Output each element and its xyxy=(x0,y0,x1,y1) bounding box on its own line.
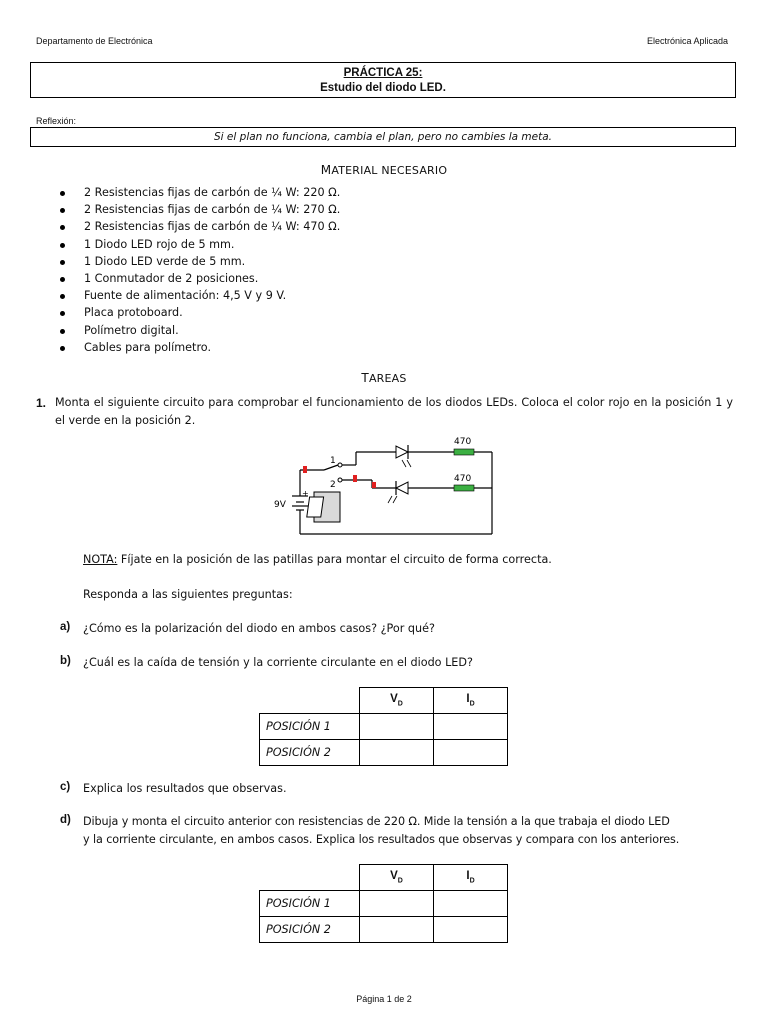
table-row xyxy=(260,740,508,766)
responda-text: Responda a las siguientes preguntas: xyxy=(83,588,293,601)
table-row xyxy=(260,917,508,943)
practice-number: PRÁCTICA 25: xyxy=(343,67,423,79)
tareas-heading-rest: AREAS xyxy=(368,372,407,385)
table-cell xyxy=(434,740,508,766)
nota-label: NOTA: xyxy=(83,553,118,566)
header-department: Departamento de Electrónica xyxy=(36,36,153,46)
switch-label-1: 1 xyxy=(330,456,336,466)
battery-plus: + xyxy=(302,489,309,498)
bullet-icon xyxy=(60,311,65,316)
list-item: 1 Diodo LED rojo de 5 mm. xyxy=(60,236,340,253)
practice-title: Estudio del diodo LED. xyxy=(320,82,446,94)
list-item: 1 Diodo LED verde de 5 mm. xyxy=(60,253,340,270)
question-b-text: ¿Cuál es la caída de tensión y la corriente circulante en el diodo LED? xyxy=(83,656,473,669)
column-header-id: $I_D$ xyxy=(434,688,508,714)
page-number: Página 1 de 2 xyxy=(356,994,412,1004)
question-b-label: b) xyxy=(60,655,71,667)
bullet-icon xyxy=(60,191,65,196)
list-item: 2 Resistencias fijas de carbón de ¼ W: 270 Ω. xyxy=(60,201,340,218)
tareas-heading-initial: T xyxy=(361,371,369,385)
list-item: Polímetro digital. xyxy=(60,322,340,339)
table-cell xyxy=(434,714,508,740)
resistor-top-label: 470 xyxy=(454,437,472,447)
switch-contact-1 xyxy=(338,463,342,467)
bullet-icon xyxy=(60,208,65,213)
led-bottom-icon xyxy=(388,481,408,503)
table-cell xyxy=(360,740,434,766)
results-table-2 xyxy=(259,864,508,943)
table-cell xyxy=(434,891,508,917)
list-item: 2 Resistencias fijas de carbón de ¼ W: 220 Ω. xyxy=(60,184,340,201)
question-c-text: Explica los resultados que observas. xyxy=(83,782,287,795)
source-label: 9V xyxy=(274,500,286,510)
column-header-vd: $V_D$ xyxy=(360,865,434,891)
table-row xyxy=(260,891,508,917)
reflexion-quote: Si el plan no funciona, cambia el plan, pero no cambies la meta. xyxy=(30,127,736,147)
question-d-line2: y la corriente circulante, en ambos casos. Explica los resultados que observas y compara con los anteriores. xyxy=(83,833,680,846)
bullet-icon xyxy=(60,329,65,334)
bullet-icon xyxy=(60,243,65,248)
switch-contact-2 xyxy=(338,478,342,482)
bullet-icon xyxy=(60,277,65,282)
resistor-bottom-icon xyxy=(454,485,474,491)
title-box xyxy=(30,62,736,98)
bullet-icon xyxy=(60,346,65,351)
question-a-text: ¿Cómo es la polarización del diodo en ambos casos? ¿Por qué? xyxy=(83,622,435,635)
column-header-id: $I_D$ xyxy=(434,865,508,891)
switch-lever-icon xyxy=(307,497,324,517)
list-item: Cables para polímetro. xyxy=(60,339,340,356)
marker-icon xyxy=(353,475,357,482)
bullet-icon xyxy=(60,260,65,265)
reflexion-label: Reflexión: xyxy=(36,116,77,126)
question-d-label: d) xyxy=(60,814,71,826)
material-heading-rest: ATERIAL NECESARIO xyxy=(331,164,448,177)
list-item: 2 Resistencias fijas de carbón de ¼ W: 470 Ω. xyxy=(60,218,340,235)
resistor-bottom-label: 470 xyxy=(454,474,472,484)
marker-icon xyxy=(303,466,307,473)
table-cell xyxy=(360,714,434,740)
row-header: POSICIÓN 1 xyxy=(260,714,360,740)
column-header-vd: $V_D$ xyxy=(360,688,434,714)
switch-label-2: 2 xyxy=(330,480,336,490)
material-list xyxy=(60,184,340,356)
resistor-top-icon xyxy=(454,449,474,455)
row-header: POSICIÓN 2 xyxy=(260,740,360,766)
list-item: Fuente de alimentación: 4,5 V y 9 V. xyxy=(60,287,340,304)
material-heading xyxy=(0,163,768,177)
list-item: Placa protoboard. xyxy=(60,304,340,321)
bullet-icon xyxy=(60,294,65,299)
header-subject: Electrónica Aplicada xyxy=(646,36,728,46)
table-row xyxy=(260,714,508,740)
row-header: POSICIÓN 2 xyxy=(260,917,360,943)
table-cell xyxy=(360,917,434,943)
table-cell xyxy=(434,917,508,943)
led-circuit-diagram xyxy=(262,430,502,540)
task-text: Monta el siguiente circuito para comprobar el funcionamiento de los diodos LEDs. Coloca el color rojo en la posición 1 y el verde en la posición 2. xyxy=(55,396,733,427)
bullet-icon xyxy=(60,225,65,230)
material-heading-initial: M xyxy=(320,163,332,177)
row-header: POSICIÓN 1 xyxy=(260,891,360,917)
led-top-icon xyxy=(396,445,411,467)
question-a-label: a) xyxy=(60,621,71,633)
question-c-label: c) xyxy=(60,781,71,793)
question-d-line1: Dibuja y monta el circuito anterior con resistencias de 220 Ω. Mide la tensión a la que trabaja el diodo LED xyxy=(83,815,670,828)
table-cell xyxy=(360,891,434,917)
nota-paragraph xyxy=(83,552,552,568)
results-table-1 xyxy=(259,687,508,766)
task-number: 1. xyxy=(36,396,47,410)
tareas-heading xyxy=(0,371,768,385)
nota-text: Fíjate en la posición de las patillas para montar el circuito de forma correcta. xyxy=(117,553,552,566)
list-item: 1 Conmutador de 2 posiciones. xyxy=(60,270,340,287)
marker-icon xyxy=(372,482,376,488)
